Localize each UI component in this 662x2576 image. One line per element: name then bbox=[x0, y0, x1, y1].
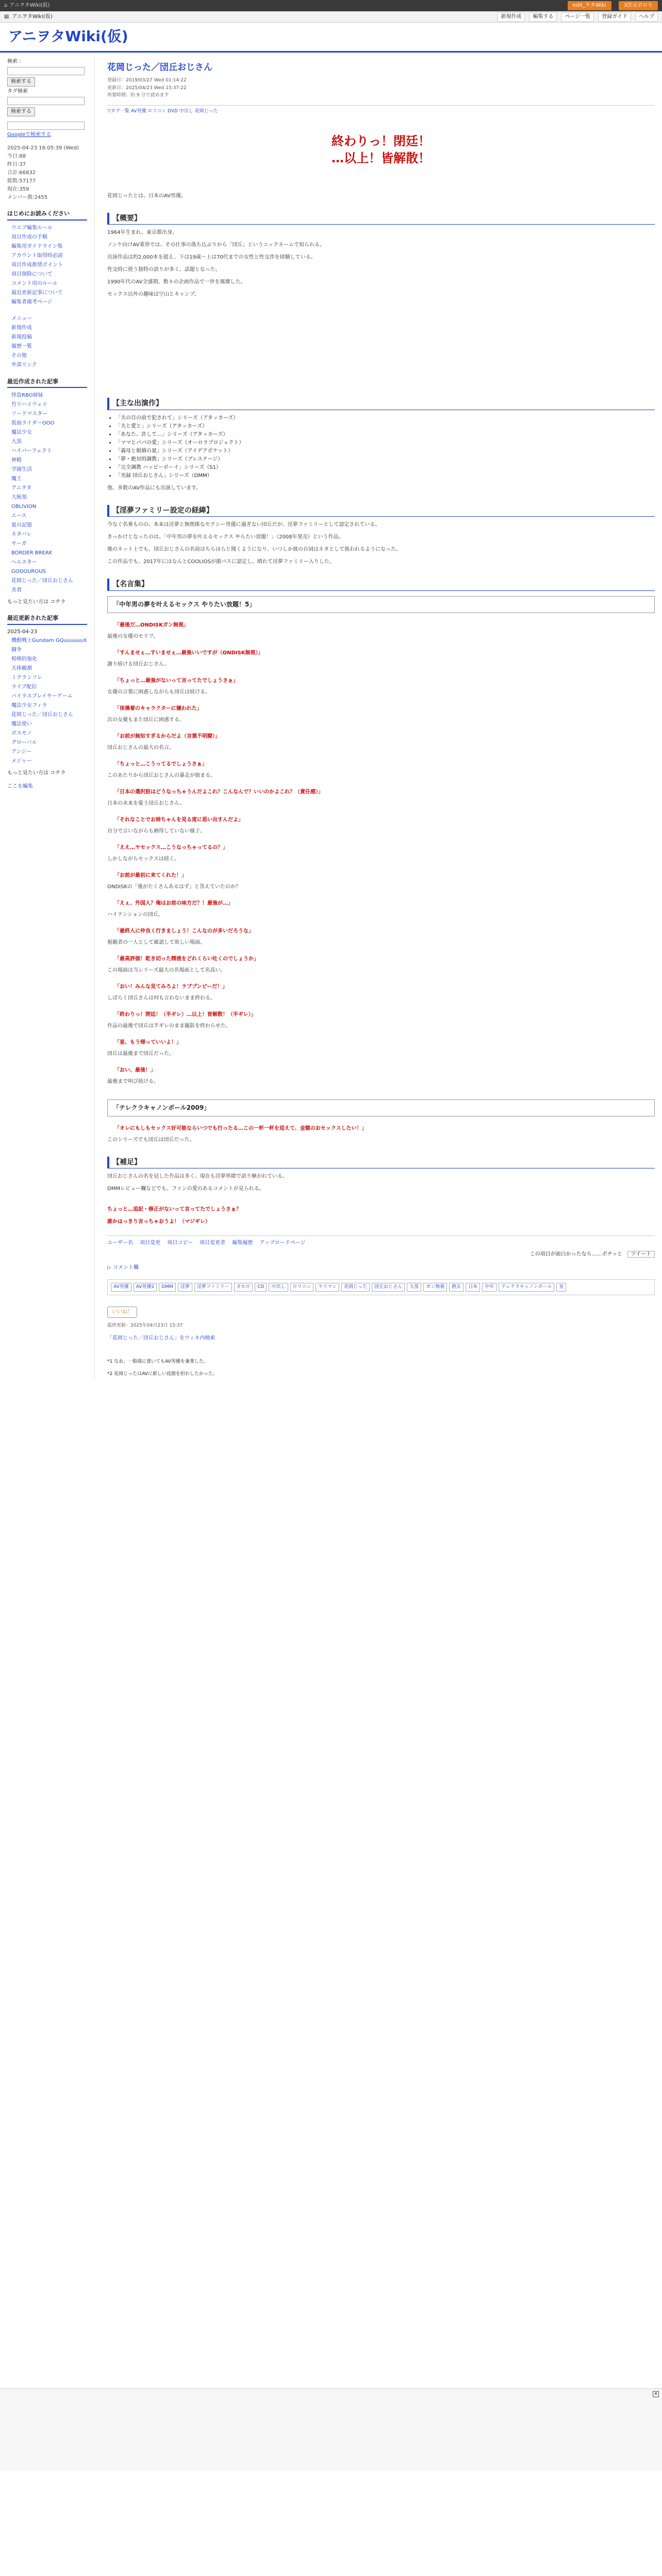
guide-item[interactable]: コメント用のルール bbox=[11, 280, 58, 286]
recent-item[interactable]: 夏の記憶 bbox=[11, 522, 32, 529]
search-button[interactable]: 検索する bbox=[7, 77, 35, 87]
tag-chip[interactable]: 淫夢 bbox=[178, 1283, 192, 1291]
guide-item[interactable]: アカウント取得時必読 bbox=[11, 252, 63, 259]
top-bar bbox=[0, 0, 662, 11]
updated-date-meta: 更新日：2025/04/23 Wed 15:37:22 bbox=[107, 85, 187, 91]
tag-chip[interactable]: AV男優2 bbox=[134, 1283, 157, 1291]
footnote-2: *2 花岡じったはAVに新しい役割を担わしたかった。 bbox=[107, 1371, 218, 1377]
tag-chip[interactable]: 花岡じった bbox=[341, 1283, 370, 1291]
search-label: 検索 : bbox=[7, 59, 21, 64]
quote-box: 「中年男の夢を叶えるセックス やりたい放題！5」 bbox=[107, 596, 655, 613]
overview-heading: 【概要】 bbox=[107, 213, 655, 225]
like-button[interactable]: いいね！ bbox=[107, 1307, 137, 1318]
updated-item[interactable]: 花岡じった／団丘おじさん bbox=[11, 711, 73, 718]
updated-item[interactable]: ライブ配信 bbox=[11, 684, 37, 690]
bottom-nav bbox=[107, 1235, 655, 1247]
sidebar bbox=[7, 58, 95, 1378]
recent-item[interactable]: ソードマスター bbox=[11, 411, 47, 417]
setting-p2: きっかけとなったのは、「中年男の夢を叶えるセックス やらたい放題！」（2008年発売）という作品。 bbox=[107, 534, 344, 540]
quote-desc: この場面は当シリーズ最大の名場面として名高い。 bbox=[107, 967, 226, 973]
note-p2: DMMレビュー欄などでも、ファンの愛のあるコメントが見られる。 bbox=[107, 1186, 264, 1192]
search-input[interactable] bbox=[7, 67, 85, 75]
tag-chip[interactable]: DMM bbox=[159, 1283, 175, 1291]
share-label: この項目が面白かったなら……ポチッと bbox=[529, 1251, 623, 1258]
quote-line: 「ちょっと…最強がないって言ってたでしょうさぁ」 bbox=[114, 677, 238, 684]
intro: 花岡じったとは、日本のAV男優。 bbox=[107, 193, 187, 199]
wiki-search-link[interactable]: 「花岡じった／団丘おじさん」をウィキ内検索 bbox=[107, 1335, 216, 1342]
works-list bbox=[115, 414, 655, 480]
quote-desc: 謝り続ける団丘おじさん。 bbox=[107, 661, 170, 667]
menu-item[interactable]: 外部リンク bbox=[11, 362, 37, 368]
work-item[interactable]: • 「夫と愛と」シリーズ（アタッカーズ） bbox=[115, 422, 655, 431]
recent-more[interactable]: もっと見たい方は コチラ bbox=[7, 599, 66, 605]
stat-date: 2025-04-23 16:05:39 (Wed) bbox=[7, 145, 79, 151]
page-title: 花岡じった／団丘おじさん bbox=[107, 62, 212, 73]
tag-chip[interactable]: 熟女 bbox=[449, 1283, 464, 1291]
tweet-button[interactable]: ツイート bbox=[627, 1251, 655, 1258]
quote-line: 「すんませぇ…すいませぇ…最強いいですが（ONDISK無視）」 bbox=[114, 650, 263, 656]
recent-list bbox=[7, 391, 87, 595]
close-icon[interactable]: ✕ bbox=[653, 2391, 659, 2397]
topbar-second-button[interactable]: 3次元ボロり bbox=[619, 1, 658, 10]
quote-desc: 作品の最後で団丘は半ギレのまま撮影を終わらせた。 bbox=[107, 1023, 231, 1029]
note-heading: 【補足】 bbox=[107, 1157, 655, 1168]
quote-desc: このあたりから団丘おじさんの暴走が始まる。 bbox=[107, 772, 216, 778]
menu-item[interactable]: 履歴一覧 bbox=[11, 343, 32, 349]
work-item[interactable]: • 「実録 団丘おじさん」シリーズ（DMM） bbox=[115, 472, 655, 480]
stat-pages: 総数:57177 bbox=[7, 178, 36, 184]
works-heading: 【主な出演作】 bbox=[107, 398, 655, 410]
quote-line: 「おい、最後！」 bbox=[114, 1067, 156, 1073]
recent-item[interactable]: 学園生活 bbox=[11, 467, 32, 473]
overview-p6: セックス以外の趣味は空山とキャンプ。 bbox=[107, 292, 200, 298]
toolbar-edit[interactable]: 編集する bbox=[529, 12, 557, 22]
notice-bar bbox=[0, 2388, 662, 2471]
recent-item[interactable]: OBLIVION bbox=[11, 504, 37, 510]
quote-line: 「星、もう帰っていいよ！」 bbox=[114, 1039, 181, 1045]
recent-item[interactable]: BORDER BREAK bbox=[11, 550, 53, 556]
work-item[interactable]: • 「夫の目の前で犯されて」シリーズ（アタッカーズ） bbox=[115, 414, 655, 422]
footnote-1: *1 なお、一般端に置いてもAV男優を兼業した。 bbox=[107, 1359, 208, 1365]
recent-item[interactable]: GODOUROUS bbox=[11, 569, 46, 575]
work-item[interactable]: • 「あなた、許して…」シリーズ（アタッカーズ） bbox=[115, 431, 655, 439]
setting-heading: 【淫夢ファミリー設定の経緯】 bbox=[107, 505, 655, 517]
tag-chip[interactable]: 日本 bbox=[466, 1283, 480, 1291]
toolbar-new-page[interactable]: 新規作成 bbox=[497, 12, 525, 22]
overview-p4: 性交時に使う独特の語りが多く、話題となった。 bbox=[107, 267, 221, 273]
share-row bbox=[107, 1250, 655, 1259]
updated-item[interactable]: グローバル bbox=[11, 739, 37, 745]
quote-desc: 団丘は最後まで団丘だった。 bbox=[107, 1050, 174, 1057]
recent-item[interactable]: サーガ bbox=[11, 541, 27, 547]
tag-chip[interactable]: ロリコン bbox=[290, 1283, 314, 1291]
work-item[interactable]: • 「完全調教 ハッピーボーイ」シリーズ（S1） bbox=[115, 464, 655, 472]
topbar-site[interactable] bbox=[4, 2, 50, 10]
quote-line: 「ちょっと…こうってるでしょうさぁ」 bbox=[114, 761, 207, 767]
site-title[interactable]: アニヲタWiki(仮) bbox=[8, 28, 128, 45]
bottom-nav-editor[interactable]: 項目変更者 bbox=[200, 1240, 226, 1246]
spacer bbox=[107, 303, 655, 385]
guide-list bbox=[7, 224, 87, 307]
quote-line: 「体操着のキャラクターに嫌われた」 bbox=[114, 705, 202, 711]
quote-line: 「えぇ、外国人？俺はお前の味方だ？！最強が…」 bbox=[114, 900, 233, 906]
quote-desc: しばらく団丘さんは何も言わないまま終わる。 bbox=[107, 995, 216, 1001]
recent-item[interactable]: 大黒 bbox=[11, 439, 22, 445]
work-item[interactable]: • 「義母と娘婿の夏」シリーズ（アイデアポケット） bbox=[115, 447, 655, 455]
tag-chip[interactable]: ガン無視 bbox=[423, 1283, 447, 1291]
edit-here-link[interactable]: ここを編集 bbox=[7, 783, 33, 789]
menu-item[interactable]: その他 bbox=[11, 352, 27, 359]
setting-p1: 今なぐ名乗ものの、本来は淫夢と無関係なセクシー男優に過ぎない団丘だが、淫夢ファミリーとして認定されている。 bbox=[107, 522, 380, 528]
updated-item[interactable]: 機動戦士Gundam GQuuuuuuX bbox=[11, 637, 87, 643]
tag-chip[interactable]: 中出し bbox=[269, 1283, 288, 1291]
quote-desc: しかしながらセックスは続く。 bbox=[107, 856, 179, 862]
tag-chip[interactable]: 団丘おじさん bbox=[372, 1283, 405, 1291]
toolbar-page-list[interactable]: ページ一覧 bbox=[561, 12, 594, 22]
menu-list bbox=[7, 314, 87, 370]
tag-chip[interactable]: ヤリマン bbox=[316, 1283, 339, 1291]
setting-p4: この作品でも、2017年にはなんとCOOLIOSが顔パスに認定し、晴れて淫夢ファミリー入りした。 bbox=[107, 559, 335, 565]
recent-item[interactable]: ヘルスター bbox=[11, 560, 37, 566]
menu-item[interactable]: メニュー bbox=[11, 315, 32, 321]
google-search-link[interactable]: Googleで検索する bbox=[7, 132, 52, 138]
finale-quote bbox=[107, 133, 655, 167]
quote-desc: 女優の言葉に困惑しながらも団丘は続ける。 bbox=[107, 689, 210, 695]
overview-p3: 出演作品は約2,000本を超え、下は19歳～上は70代までの女性と性交渉を経験している。 bbox=[107, 255, 316, 261]
quote-line: 「ええ…ヤセックス…こうなっちゃってるの？」 bbox=[114, 844, 228, 851]
recent-item[interactable]: アニヲタ bbox=[11, 485, 32, 492]
guide-heading: はじめにお読みください bbox=[7, 209, 87, 221]
tag-chip[interactable]: 淫夢ファミリー bbox=[194, 1283, 232, 1291]
quote-desc: 視聴者の一人として確認して欲しい場面。 bbox=[107, 939, 205, 945]
updated-item[interactable]: 魔法少女フィラ bbox=[11, 702, 47, 708]
updated-item[interactable]: 相棒的強化 bbox=[11, 656, 37, 662]
finale-line-1: 終わりっ！閉廷！ bbox=[332, 133, 431, 148]
updated-item[interactable]: 闘争 bbox=[11, 647, 22, 653]
updated-item[interactable]: アンジー bbox=[11, 749, 32, 755]
toolbar-site[interactable]: アニヲタWiki(仮) bbox=[12, 13, 53, 20]
quote-desc: ハイテンションの団丘。 bbox=[107, 911, 164, 918]
recent-item[interactable]: エース bbox=[11, 513, 27, 519]
quote-desc: 日本の未来を憂う団丘おじさん。 bbox=[107, 800, 185, 806]
quote-line: 「最終人に仲良く行きましょう！こんなのが多いだろうな」 bbox=[114, 928, 254, 934]
quote-desc: 次の女優もまた団丘に困惑する。 bbox=[107, 717, 185, 723]
bottom-nav-user[interactable]: ユーザー名 bbox=[107, 1240, 133, 1246]
updated-date: 2025-04-23 bbox=[7, 629, 38, 635]
bottom-nav-upload[interactable]: アップロードページ bbox=[259, 1240, 306, 1246]
recent-item[interactable]: 怪盗RBO姉妹 bbox=[11, 393, 43, 399]
quotes-list bbox=[107, 621, 655, 1086]
last-update: 最終更新：2025年04月23日 15:37 bbox=[107, 1323, 183, 1328]
quote-2: 「オレにもしもセックス好可能ならいつでも行ったる…この一杯一杯を迎えて、金額のおセックスしたい！」 bbox=[114, 1125, 367, 1131]
tag-chip[interactable]: CD bbox=[255, 1283, 267, 1291]
closing-1: ちょっと…追記・修正がないって言ってたでしょうさぁ？ bbox=[107, 1207, 241, 1213]
updated-item[interactable]: ボスモノ bbox=[11, 730, 32, 736]
updated-more[interactable]: もっと見たい方は コチラ bbox=[7, 770, 66, 776]
tag-chip[interactable]: テレクラキャノンボール bbox=[499, 1283, 554, 1291]
tag-chip[interactable]: 中年 bbox=[482, 1283, 496, 1291]
quote-line: 「お前が最初に来てくれた！」 bbox=[114, 872, 187, 878]
updated-item[interactable]: 天体観測 bbox=[11, 665, 32, 671]
quote-line: 「それなことでお姉ちゃんを見る度に思い出すんだよ」 bbox=[114, 817, 243, 823]
guide-item[interactable]: 項目削除について bbox=[11, 271, 53, 277]
stat-members: メンバー数:2455 bbox=[7, 195, 48, 200]
toolbar-guide[interactable]: 登録ガイド bbox=[598, 12, 631, 22]
tags-box bbox=[107, 1279, 655, 1295]
quote-desc: ONDISKの「後がたくさんあるはず」と答えていたのか？ bbox=[107, 884, 241, 890]
recent-item[interactable]: 仮面ライダーOOO bbox=[11, 420, 55, 427]
stat-yesterday: 昨日:37 bbox=[7, 162, 26, 167]
updated-heading: 最近更新された記事 bbox=[7, 614, 87, 625]
closing-2: 誰かはっきり言っちゃおうよ！（マジギレ） bbox=[107, 1219, 210, 1225]
wiki-icon: ▤ bbox=[4, 13, 9, 20]
quote-line: 「日本の選択肢はどうなっちゃうんだよこれ？こんなんで？いいのかよこれ？（責任感）」 bbox=[114, 789, 323, 795]
quote-2-desc: このシリーズでも団丘は団丘だった。 bbox=[107, 1137, 195, 1143]
created-date: 登録日：2019/03/27 Wed 01:14:22 bbox=[107, 78, 187, 83]
guide-item[interactable]: 項目作成の手順 bbox=[11, 234, 47, 240]
overview-p1: 1964年生まれ、東京都出身。 bbox=[107, 230, 178, 236]
updated-item[interactable]: バイラスプレイヤーゲーム bbox=[11, 693, 73, 699]
quote-line: 「お前が無知すぎるからだよ（言葉不明瞭）」 bbox=[114, 733, 220, 739]
setting-p3: 後のネット上でも、団丘おじさんの名前はちらほらと聞くようになり、いつしか彼の台詞はネタとして扱われるようになった。 bbox=[107, 547, 401, 553]
footnotes bbox=[107, 1358, 655, 1378]
bottom-nav-history[interactable]: 編集履歴 bbox=[232, 1240, 253, 1246]
updated-item[interactable]: メジャー bbox=[11, 758, 32, 764]
quote-line: 「最後だ…ONDISKガン無視」 bbox=[114, 622, 189, 628]
tag-chip[interactable]: オセロ bbox=[234, 1283, 253, 1291]
stat-now: 現在:359 bbox=[7, 187, 29, 192]
content-wrap bbox=[0, 53, 662, 1383]
toolbar bbox=[0, 11, 662, 23]
quote-line: 「おい！みんな見てみろよ！ラブプンピーだ！」 bbox=[114, 984, 228, 990]
quote-desc: 自分で言いながらも納得していない様子。 bbox=[107, 828, 205, 834]
topbar-edit-button[interactable]: edit_ヲタWiki bbox=[568, 1, 611, 10]
updated-item[interactable]: ミクランソレ bbox=[11, 674, 42, 681]
recent-item[interactable]: 花岡じった／団丘おじさん bbox=[11, 578, 73, 584]
quote-box-2: 「テレクラキャノンボール2009」 bbox=[107, 1099, 655, 1116]
recent-item[interactable]: ネタバレ bbox=[11, 532, 32, 538]
works-note: 他、多数のAV作品にも出演しています。 bbox=[107, 485, 202, 491]
guide-item[interactable]: ウエブ編集ルール bbox=[11, 225, 53, 231]
quote-desc: 最後の女優のセリフ。 bbox=[107, 633, 159, 639]
recent-item[interactable]: 竹下ハイウェイ bbox=[11, 402, 47, 408]
finale-line-2: …以上！皆解散！ bbox=[332, 151, 431, 166]
quote-line: 「終わりっ！閉廷！（半ギレ）…以上！皆解散！（半ギレ）」 bbox=[114, 1011, 256, 1018]
tag-line[interactable]: ▽タグ一覧 AV男優 ロリコン DVD 中出し 花岡じった bbox=[107, 105, 655, 115]
updated-list bbox=[7, 636, 87, 766]
work-item[interactable]: • 「ママとパパの愛」シリーズ（オーロラプロジェクト） bbox=[115, 439, 655, 447]
site-header bbox=[0, 23, 662, 53]
guide-item[interactable]: 編集者備考ページ bbox=[11, 299, 53, 305]
stats bbox=[7, 144, 87, 202]
recent-item[interactable]: ハイパーフェクト bbox=[11, 448, 52, 454]
tag-chip[interactable]: 大黒 bbox=[407, 1283, 421, 1291]
quotes-heading: 【名言集】 bbox=[107, 579, 655, 590]
home-icon: ⌂ bbox=[4, 3, 8, 8]
quote-desc: 団丘おじさんの最大の名言。 bbox=[107, 744, 174, 751]
guide-item[interactable]: 項目作成推奨ポイント bbox=[11, 262, 63, 268]
google-input[interactable] bbox=[7, 122, 85, 130]
work-item[interactable]: • 「夢・絶対的調教」シリーズ（ブレステージ） bbox=[115, 455, 655, 464]
overview-p2: ノンケ向けAV業界では、その仕事の落ち込ぶりから「団丘」というニックネームで知られる。 bbox=[107, 242, 325, 248]
menu-item[interactable]: 新規作成 bbox=[11, 325, 32, 331]
quote-line: 「最高評価！乾き切った精液をどれくらい吐くのでしょうか」 bbox=[114, 956, 259, 962]
updated-item[interactable]: 魔法使い bbox=[11, 721, 32, 727]
recent-item[interactable]: 魔法少女 bbox=[11, 430, 32, 436]
reading-time: 所要時間：約 9 分で読めます bbox=[107, 92, 169, 98]
recent-heading: 最近作成された記事 bbox=[7, 377, 87, 388]
toolbar-help[interactable]: ヘルプ bbox=[635, 12, 658, 22]
bottom-nav-copy[interactable]: 項目コピー bbox=[167, 1240, 193, 1246]
topbar-site-label: アニヲタWiki(仮) bbox=[9, 3, 50, 8]
note-p1: 団丘おじさんの名を冠した作品は多く、現在も淫夢界隈で語り継がれている。 bbox=[107, 1174, 288, 1180]
tag-search-label: タグ検索 bbox=[7, 89, 28, 94]
main-content bbox=[95, 58, 655, 1378]
guide-item[interactable]: 編集用ガイドライン集 bbox=[11, 243, 63, 249]
tag-chip[interactable]: 星 bbox=[556, 1283, 566, 1291]
comment-link[interactable]: ▷ コメント欄 bbox=[107, 1265, 139, 1271]
overview-p5: 1990年代のAV全盛期、数々の企画作品で一世を風靡した。 bbox=[107, 279, 246, 285]
menu-item[interactable]: 新規投稿 bbox=[11, 334, 32, 340]
tag-search-button[interactable]: 検索する bbox=[7, 107, 35, 116]
bottom-nav-edit[interactable]: 項目変更 bbox=[140, 1240, 161, 1246]
tag-chip[interactable]: AV男優 bbox=[111, 1283, 131, 1291]
stat-today: 今日:88 bbox=[7, 154, 26, 159]
recent-item[interactable]: 大統領 bbox=[11, 495, 27, 501]
tag-search-input[interactable] bbox=[7, 97, 85, 105]
recent-item[interactable]: 魔王 bbox=[11, 476, 22, 482]
quote-desc: 最後まで叫び続ける。 bbox=[107, 1078, 159, 1084]
recent-item[interactable]: 神殿 bbox=[11, 457, 22, 464]
guide-item[interactable]: 最近更新記事について bbox=[11, 290, 63, 296]
recent-item[interactable]: 美食 bbox=[11, 587, 22, 594]
stat-total: 合計:66832 bbox=[7, 170, 36, 176]
